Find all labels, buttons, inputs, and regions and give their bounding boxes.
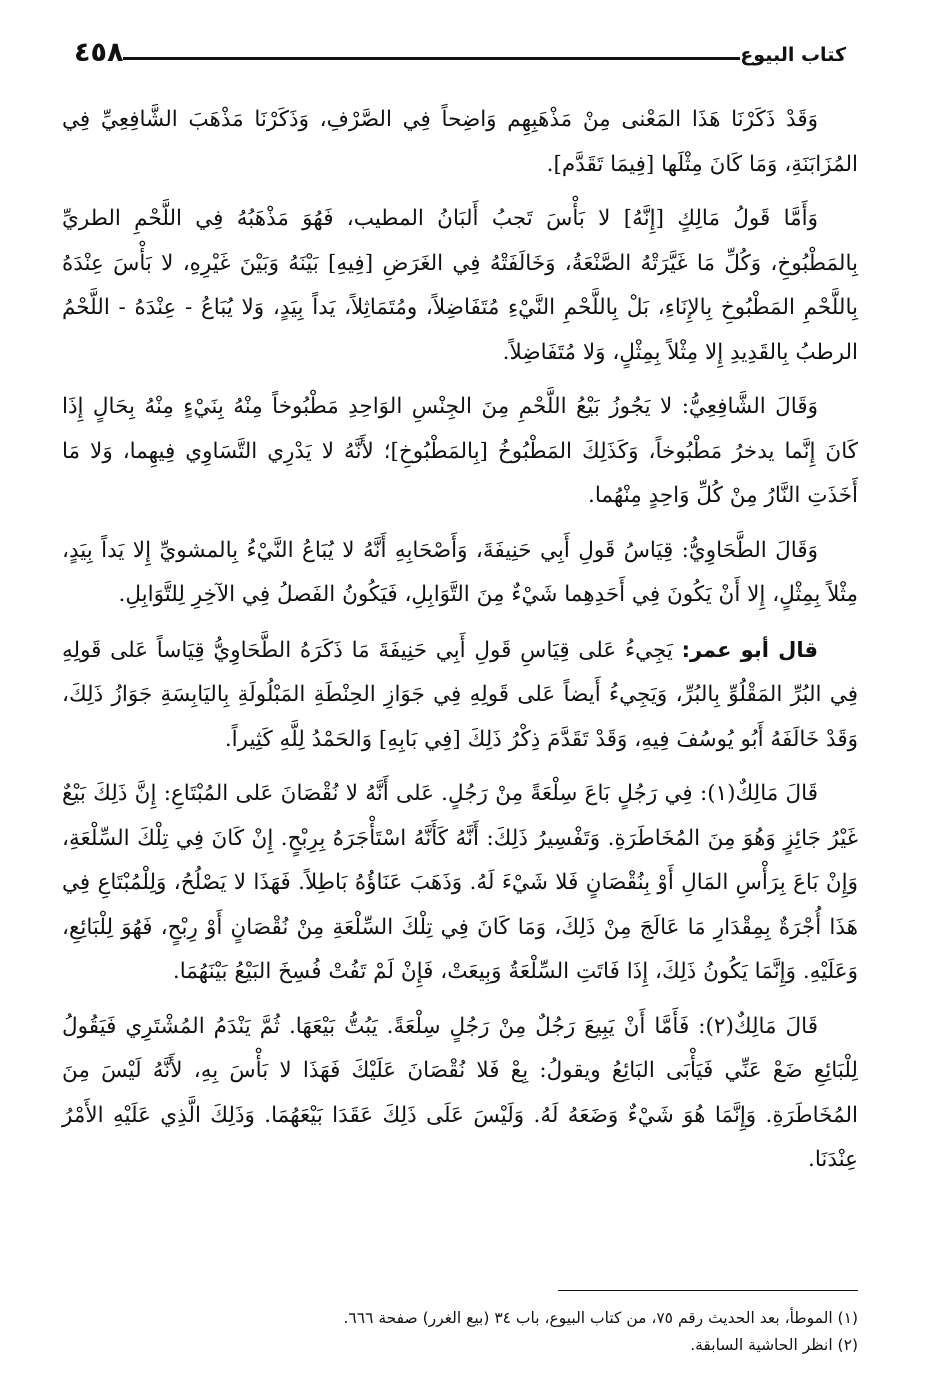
paragraph [62,628,858,763]
paragraph-text: وَقَالَ الطَّحَاوِيُّ: قِيَاسُ قَولِ أَبِي حَنِيفَةَ، وَأَصْحَابِهِ أَنَّهُ لا يُبَاعُ النَّيْءُ بِالمشويِّ إِلا يَداً بِيَدٍ، مِثْلاً بِمِثْلٍ، إِلا أَنْ يَكُونَ فِي أَحَدِهِما شَيْءٌ مِنَ التَّوَابِلِ، فَيَكُونُ الفَصلُ فِي الآخِرِ لِلتَّوَابِلِ. [62,537,858,607]
book-title: كتاب البيوع [740,44,846,66]
paragraph-text: قَالَ مَالِكٌ(١): فِي رَجُلٍ بَاعَ سِلْعَةً مِنْ رَجُلٍ. عَلى أَنَّهُ لا نُقْصَانَ عَلى المُبْتَاعِ: إِنَّ ذَلِكَ بَيْعٌ غَيْرُ جَائِزٍ وَهُوَ مِنَ المُخَاطَرَةِ. وَتَفْسِيرُ ذَلِكَ: أَنَّهُ كَأَنَّهُ اسْتَأْجَرَهُ بِرِبْحٍ. إِنْ كَانَ فِي تِلْكَ السِّلْعَةِ، وَإِنْ بَاعَ بِرَأْسِ المَالِ أَوْ بِنُقْصَانٍ فَلا شَيْءَ لَهُ. وَذَهَبَ عَنَاؤُهُ بَاطِلاً. فَهَذَا لا يَصْلُحُ، وَلِلْمُبْتَاعِ فِي هَذَا أُجْرَةٌ بِمِقْدَارِ مَا عَالَجَ مِنْ ذَلِكَ، وَمَا كَانَ فِي تِلْكَ السِّلْعَةِ مِنْ نُقْصَانٍ أَوْ رِبْحٍ، فَهُوَ لِلْبَائِعِ، وَعَلَيْهِ. وَإِنَّمَا يَكُونُ ذَلِكَ، إِذَا فَاتَتِ السِّلْعَةُ وَبِيعَتْ، فَإِنْ لَمْ تَفُتْ فُسِخَ البَيْعُ بَيْنَهُمَا. [62,781,858,984]
paragraph [62,197,858,375]
paragraph [62,1005,858,1183]
body-text [62,98,858,1193]
footnote: (١) الموطأ، بعد الحديث رقم ٧٥، من كتاب البيوع، باب ٣٤ (بيع الغرر) صفحة ٦٦٦. [343,1309,858,1327]
paragraph-text: وَأَمَّا قَولُ مَالِكٍ [إِنَّهُ] لا بَأْسَ تَجبُ أَلبَانُ المطيب، فَهُوَ مَذْهَبُهُ فِي اللَّحْمِ الطريِّ بِالمَطْبُوخِ، وَكُلِّ مَا غَيَّرَتْهُ الصَّنْعَةُ، وَخَالَفَتْهُ فِي الغَرَضِ [فِيهِ] بَيْنَهُ وَبَيْنَ غَيْرِهِ، لا بَأْسَ عِنْدَهُ بِاللَّحْمِ المَطْبُوخِ بِالإِنَاءِ، بَلْ بِاللَّحْمِ النَّيْءِ مُتَفَاضِلاً، ومُتَمَاثِلاً، يَداً بِيَدٍ، وَلا يُبَاعُ - عِنْدَهُ - اللَّحْمُ الرطبُ بِالقَدِيدِ إِلا مِثْلاً بِمِثْلٍ، وَلا مُتَفَاضِلاً. [62,206,858,365]
paragraph-text: يَجِيءُ عَلى قِيَاسِ قَولِ أَبِي حَنِيفَةَ مَا ذَكَرَهُ الطَّحَاوِيُّ قِيَاساً عَلى قَولِهِ فِي البُرِّ المَقْلُوِّ بِالبُرِّ، وَيَجِيءُ أَيضاً عَلى قَولِهِ فِي جَوَازِ الحِنْطَةِ المَبْلُولَةِ بِاليَابِسَةِ جَوَازُ ذَلِكَ، وَقَدْ خَالَفَهُ أَبُو يُوسُفَ فِيهِ، وَقَدْ تَقَدَّمَ ذِكْرُ ذَلِكَ [فِي بَابِهِ] وَالحَمْدُ لِلَّهِ كَثِيراً. [62,637,858,752]
running-header [60,28,860,68]
paragraph [62,529,858,618]
paragraph-text: وَقَدْ ذَكَرْنَا هَذَا المَعْنى مِنْ مَذْهَبِهِم وَاضِحاً فِي الصَّرْفِ، وَذَكَرْنَا مَذْهَبَ الشَّافِعِيِّ فِي المُزَابَنَةِ، وَمَا كَانَ مِثْلَها [فِيمَا تَقَدَّم]. [62,107,858,177]
footnote: (٢) انظر الحاشية السابقة. [690,1336,858,1354]
paragraph [62,772,858,995]
page-number: ٤٥٨ [74,37,124,68]
footnotes [62,1305,858,1359]
paragraph [62,385,858,519]
footnote-rule [558,1290,858,1291]
paragraph-lead: قال أبو عمر: [681,637,818,662]
paragraph-text: قَالَ مَالِكٌ(٢): فَأَمَّا أَنْ يَبِيعَ رَجُلٌ مِنْ رَجُلٍ سِلْعَةً. يَبُتُّ بَيْعَهَا. ثُمَّ يَنْدَمُ المُشْتَرِي فَيَقُولُ لِلْبَائِعِ ضَعْ عَنِّي فَيَأْبَى البَائِعُ ويقولُ: بِعْ فَلا نُقْصَانَ عَلَيْكَ فَهَذَا لا بَأْسَ بِهِ، لأَنَّهُ لَيْسَ مِنَ المُخَاطَرَةِ. وَإِنَّمَا هُوَ شَيْءٌ وَضَعَهُ لَهُ. وَلَيْسَ عَلَى ذَلِكَ عَقَدَا بَيْعَهُمَا. وَذَلِكَ الَّذِي عَلَيْهِ الأَمْرُ عِنْدَنَا. [62,1013,858,1172]
header-rule [123,57,740,60]
paragraph [62,98,858,187]
paragraph-text: وَقَالَ الشَّافِعِيُّ: لا يَجُوزُ بَيْعُ اللَّحْمِ مِنَ الجِنْسِ الوَاحِدِ مَطْبُوخاً مِنْهُ بِنَيْءٍ مِنْهُ بِحَالٍ إِذَا كَانَ إِنَّما يدخرُ مَطْبُوخاً، وَكَذَلِكَ المَطْبُوخُ [بِالمَطْبُوخِ]؛ لأَنَّهُ لا يَدْرِي التَّسَاوِي فِيهِما، وَلا مَا أَخَذَتِ النَّارُ مِنْ كُلِّ وَاحِدٍ مِنْهُما. [62,394,858,508]
